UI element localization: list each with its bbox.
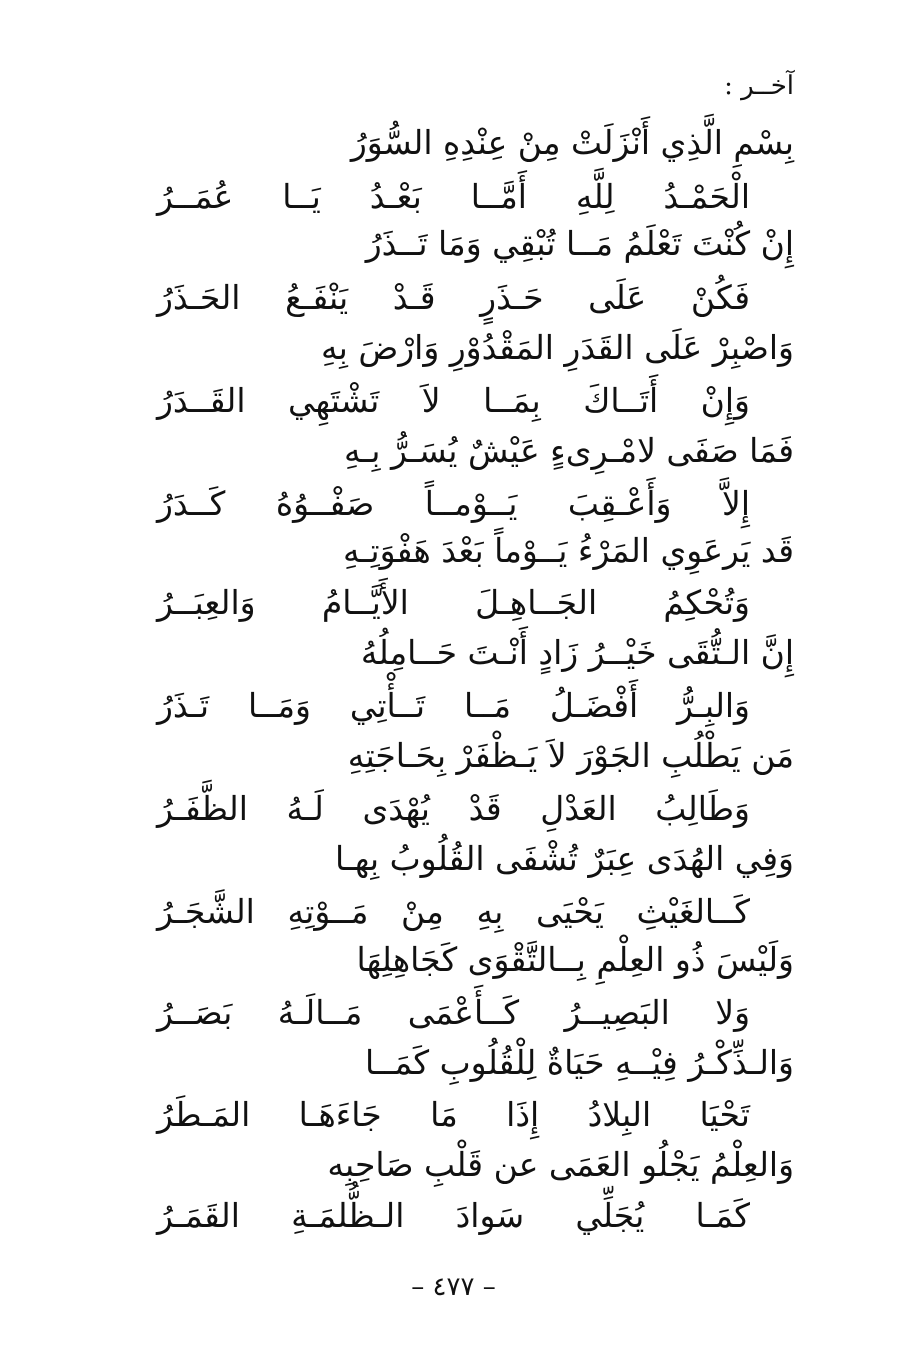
verse-5-first-hemistich: قَد يَرعَوِي المَرْءُ يَــوْماً بَعْدَ هَفْوَتِـهِ bbox=[343, 531, 794, 570]
verse-5-second-hemistich: وَتُحْكِمُ الجَــاهِـلَ الأَيَّــامُ وَالعِبَــرُ bbox=[157, 583, 750, 622]
poem-heading: آخــر : bbox=[724, 71, 794, 101]
verse-7-first-hemistich: مَن يَطْلُبِ الجَوْرَ لاَ يَـظْفَرْ بِحَـاجَتِهِ bbox=[347, 736, 794, 775]
verse-8-first-hemistich: وَفِي الهُدَى عِبَرٌ تُشْفَى القُلُوبُ بِهـا bbox=[334, 839, 794, 878]
verse-3-first-hemistich: وَاصْبِرْ عَلَى القَدَرِ المَقْدُوْرِ وَارْضَ بِهِ bbox=[320, 328, 794, 367]
verse-8-second-hemistich: كَــالغَيْثِ يَحْيَى بِهِ مِنْ مَــوْتِهِ الشَّجَـرُ bbox=[157, 892, 750, 931]
verse-4-first-hemistich: فَمَا صَفَى لامْـرِىءٍ عَيْشٌ يُسَـرُّ بِـهِ bbox=[343, 431, 794, 470]
verse-1-second-hemistich: الْحَمْـدُ لِلَّهِ أَمَّــا بَعْـدُ يَــا عُمَــرُ bbox=[157, 177, 750, 216]
page-number: – ٤٧٧ – bbox=[411, 1272, 496, 1302]
verse-1-first-hemistich: بِسْمِ الَّذِي أَنْزَلَتْ مِنْ عِنْدِهِ السُّوَرُ bbox=[350, 123, 794, 162]
verse-7-second-hemistich: وَطَالِبُ العَدْلِ قَدْ يُهْدَى لَـهُ الظَّفَـرُ bbox=[157, 789, 750, 828]
verse-3-second-hemistich: وَإِنْ أَتَــاكَ بِمَــا لاَ تَشْتَهِي القَــدَرُ bbox=[157, 381, 750, 420]
verse-6-first-hemistich: إِنَّ الـتُّقَى خَيْــرُ زَادٍ أَنْـتَ حَــامِلُهُ bbox=[360, 633, 794, 672]
verse-11-first-hemistich: وَالعِلْمُ يَجْلُو العَمَى عن قَلْبِ صَاحِبِه bbox=[327, 1145, 794, 1184]
verse-10-second-hemistich: تَحْيَا البِلادُ إِذَا مَا جَاءَهَـا المَـطَرُ bbox=[157, 1095, 750, 1134]
verse-10-first-hemistich: وَالـذِّكْـرُ فِيْــهِ حَيَاةٌ لِلْقُلُوبِ كَمَــا bbox=[364, 1043, 794, 1082]
verse-11-second-hemistich: كَمَـا يُجَلِّي سَوادَ الـظُّلمَـةِ القَمَـرُ bbox=[157, 1196, 750, 1235]
verse-2-second-hemistich: فَكُنْ عَلَى حَـذَرٍ قَـدْ يَنْفَـعُ الحَـذَرُ bbox=[157, 278, 750, 317]
verse-9-second-hemistich: وَلا البَصِيــرُ كَــأَعْمَى مَــالَـهُ بَصَــرُ bbox=[157, 993, 750, 1032]
verse-9-first-hemistich: وَلَيْسَ ذُو العِلْمِ بِــالتَّقْوَى كَجَاهِلِهَا bbox=[356, 940, 794, 979]
verse-2-first-hemistich: إِنْ كُنْتَ تَعْلَمُ مَــا تُبْقِي وَمَا تَــذَرُ bbox=[365, 224, 794, 263]
verse-4-second-hemistich: إِلاَّ وَأَعْـقِبَ يَــوْمــاً صَفْــوُهُ كَــدَرُ bbox=[157, 484, 750, 523]
verse-6-second-hemistich: وَالبِـرُّ أَفْضَـلُ مَــا تَــأْتِي وَمَــا تَـذَرُ bbox=[157, 686, 750, 725]
